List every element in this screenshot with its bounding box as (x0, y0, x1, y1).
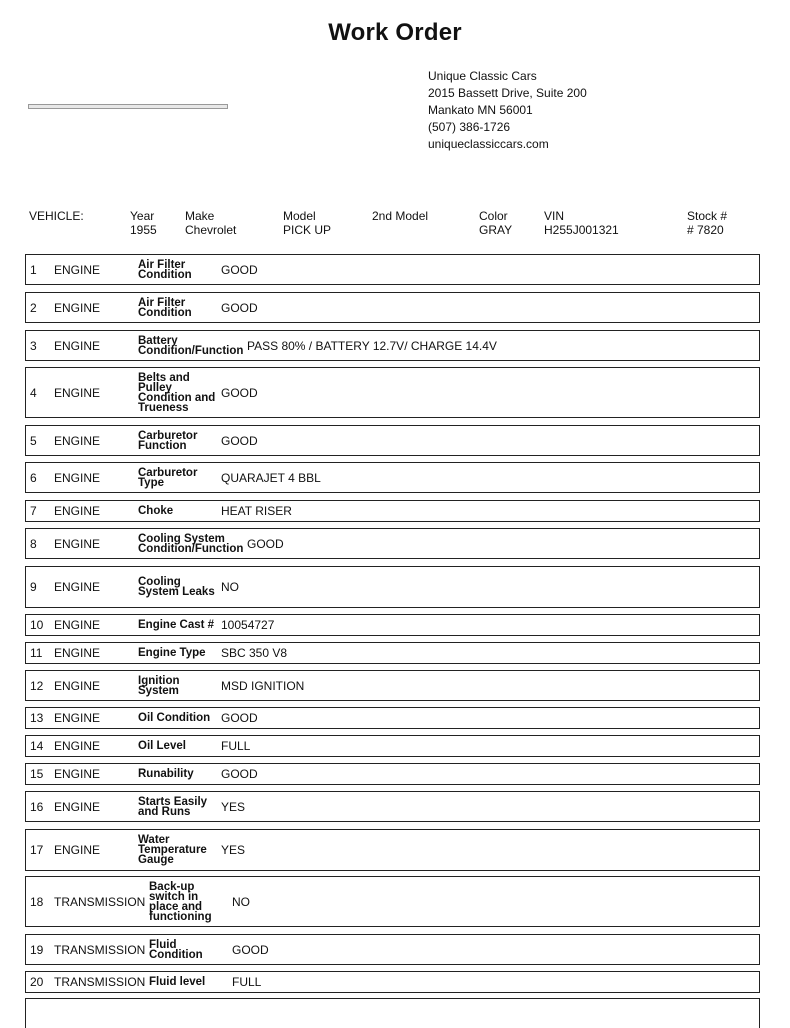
row-number: 5 (30, 433, 37, 448)
vehicle-stock-number: # 7820 (687, 223, 724, 237)
vehicle-make-header: Make (185, 209, 215, 223)
row-field-name: Engine Cast # (138, 619, 215, 631)
row-number: 17 (30, 843, 44, 857)
next-row-partial (25, 998, 760, 1028)
row-value: GOOD (221, 262, 258, 277)
row-value: MSD IGNITION (221, 678, 305, 693)
row-category: ENGINE (54, 678, 101, 693)
page-title: Work Order (328, 19, 462, 46)
company-website: uniqueclassiccars.com (428, 137, 549, 151)
row-number: 3 (30, 338, 37, 353)
row-category: ENGINE (54, 580, 101, 594)
vehicle-model2-header: 2nd Model (372, 209, 429, 223)
row-number: 7 (30, 504, 37, 518)
vehicle-color-header: Color (479, 209, 508, 223)
row-field-name: Air Filter Condition (138, 296, 192, 319)
vehicle-year-header: Year (130, 209, 155, 223)
row-category: TRANSMISSION (54, 894, 146, 909)
table-row (25, 614, 760, 636)
row-value: GOOD (247, 536, 284, 551)
row-number: 9 (30, 580, 37, 594)
row-number: 12 (30, 678, 44, 693)
row-value: GOOD (221, 767, 258, 781)
row-number: 20 (30, 975, 44, 989)
row-value: FULL (221, 739, 251, 753)
table-row (25, 707, 760, 729)
row-value: QUARAJET 4 BBL (221, 470, 321, 485)
row-number: 16 (30, 799, 44, 814)
table-row (25, 425, 760, 456)
company-info (428, 68, 587, 153)
row-number: 19 (30, 942, 44, 957)
vehicle-model-header: Model (283, 209, 316, 223)
table-row (25, 462, 760, 493)
table-row (25, 292, 760, 323)
row-field-name: Battery Condition/Function (138, 334, 244, 357)
row-field-name: Fluid level (149, 976, 206, 988)
row-number: 15 (30, 767, 44, 781)
row-category: ENGINE (54, 739, 101, 753)
row-value: FULL (232, 975, 262, 989)
company-address-line2: Mankato MN 56001 (428, 103, 533, 117)
row-value: SBC 350 V8 (221, 646, 288, 660)
row-category: ENGINE (54, 646, 101, 660)
row-number: 10 (30, 618, 44, 632)
row-category: ENGINE (54, 711, 101, 725)
row-category: TRANSMISSION (54, 942, 146, 957)
company-address-line1: 2015 Bassett Drive, Suite 200 (428, 86, 587, 100)
row-value: GOOD (221, 711, 258, 725)
table-row (25, 971, 760, 993)
table-row (25, 500, 760, 522)
table-row (25, 934, 760, 965)
vehicle-stock-header: Stock # (687, 209, 728, 223)
row-value: NO (232, 894, 250, 909)
row-category: ENGINE (54, 799, 101, 814)
row-field-name: Cooling System Leaks (138, 576, 215, 598)
row-field-name: Cooling System Condition/Function (138, 532, 244, 555)
table-row (25, 254, 760, 285)
vehicle-vin: H255J001321 (544, 223, 619, 237)
row-field-name: Water Temperature Gauge (138, 834, 207, 866)
row-value: GOOD (221, 385, 258, 400)
row-category: ENGINE (54, 338, 101, 353)
row-value: PASS 80% / BATTERY 12.7V/ CHARGE 14.4V (247, 338, 497, 353)
row-number: 13 (30, 711, 44, 725)
row-number: 18 (30, 894, 44, 909)
company-name: Unique Classic Cars (428, 69, 537, 83)
table-row (25, 791, 760, 822)
row-value: 10054727 (221, 618, 275, 632)
row-category: ENGINE (54, 433, 101, 448)
row-category: ENGINE (54, 618, 101, 632)
table-row (25, 367, 760, 418)
row-field-name: Belts and Pulley Condition and Trueness (138, 371, 216, 414)
table-row (25, 330, 760, 361)
row-number: 11 (30, 646, 43, 660)
row-category: ENGINE (54, 470, 101, 485)
row-field-name: Engine Type (138, 647, 206, 659)
row-field-name: Choke (138, 505, 174, 517)
vehicle-make: Chevrolet (185, 223, 237, 237)
row-value: GOOD (221, 433, 258, 448)
row-field-name: Back-up switch in place and functioning (149, 880, 212, 923)
row-number: 2 (30, 300, 37, 315)
row-field-name: Air Filter Condition (138, 258, 192, 281)
row-number: 8 (30, 536, 37, 551)
row-category: TRANSMISSION (54, 975, 146, 989)
row-value: HEAT RISER (221, 504, 292, 518)
row-value: GOOD (232, 942, 269, 957)
table-row (25, 876, 760, 927)
vehicle-year: 1955 (130, 223, 157, 237)
vehicle-model: PICK UP (283, 223, 332, 237)
row-number: 4 (30, 385, 37, 400)
table-row (25, 566, 760, 608)
row-value: NO (221, 580, 239, 594)
row-category: ENGINE (54, 536, 101, 551)
row-field-name: Carburetor Function (138, 429, 198, 452)
row-category: ENGINE (54, 504, 101, 518)
vehicle-vin-header: VIN (544, 209, 565, 223)
row-category: ENGINE (54, 843, 101, 857)
row-field-name: Fluid Condition (149, 938, 203, 961)
row-number: 6 (30, 470, 37, 485)
row-field-name: Oil Level (138, 740, 186, 752)
vehicle-label: VEHICLE: (29, 209, 84, 223)
row-category: ENGINE (54, 767, 101, 781)
table-row (25, 642, 760, 664)
row-number: 1 (30, 262, 37, 277)
row-field-name: Carburetor Type (138, 466, 198, 489)
row-value: YES (221, 799, 246, 814)
row-value: GOOD (221, 300, 258, 315)
row-field-name: Runability (138, 768, 194, 780)
table-row (25, 528, 760, 559)
table-row (25, 829, 760, 871)
row-field-name: Oil Condition (138, 712, 211, 724)
table-row (25, 735, 760, 757)
company-phone: (507) 386-1726 (428, 120, 511, 134)
row-value: YES (221, 843, 246, 857)
table-row (25, 670, 760, 701)
vehicle-color: GRAY (479, 223, 513, 237)
logo-placeholder (28, 104, 228, 109)
row-category: ENGINE (54, 262, 101, 277)
row-field-name: Starts Easily and Runs (138, 795, 208, 818)
row-category: ENGINE (54, 300, 101, 315)
row-field-name: Ignition System (138, 674, 180, 697)
table-row (25, 763, 760, 785)
row-category: ENGINE (54, 385, 101, 400)
row-number: 14 (30, 739, 44, 753)
